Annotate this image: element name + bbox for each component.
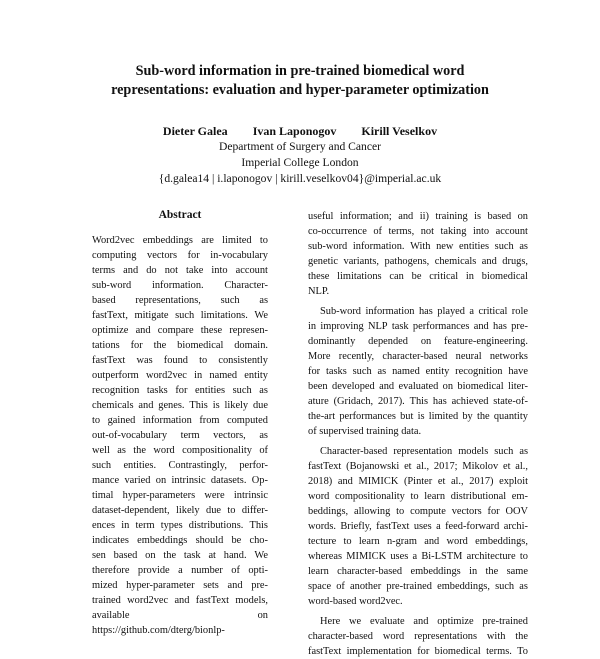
text-line: based representations, such as [92, 295, 268, 306]
text-line: More recently, character-based neural networks [308, 351, 528, 362]
text-line: fastText was found to consistently [92, 355, 268, 366]
text-line: sub-word information. Character- [92, 280, 268, 291]
text-line: tecture to learn n-gram and word embeddings, [308, 536, 528, 547]
abstract-heading: Abstract [158, 209, 202, 221]
author-name: Ivan Laponogov [252, 124, 337, 138]
title-line: Sub-word information in pre-trained biomedical word [135, 63, 465, 79]
text-line: the-art performances but is limited by the quantity [308, 411, 528, 422]
text-line: these limitations can be critical in biomedical [308, 271, 528, 282]
text-line: to gained information from computed [92, 415, 268, 426]
text-line: character-based word representations with the [308, 631, 528, 642]
text-line: optimize and compare these represen- [92, 325, 268, 336]
text-line: space of another pre-trained embeddings, such as [308, 581, 528, 592]
introduction-column [308, 209, 528, 659]
text-line: Sub-word information has played a critical role [320, 306, 528, 317]
text-line: useful information; and ii) training is based on [308, 211, 528, 222]
text-line: words. Briefly, fastText uses a feed-forward archi- [308, 521, 528, 532]
affiliation-block [60, 139, 540, 187]
title-line: representations: evaluation and hyper-parameter optimization [111, 82, 489, 98]
text-line: indicates embeddings should be cho- [92, 535, 268, 546]
text-line: terms and do not take into account [92, 265, 268, 276]
text-line: of supervised training data. [308, 426, 422, 437]
text-line: out-of-vocabulary term vectors, as [92, 430, 268, 441]
text-line: well as the word compositionality of [92, 445, 268, 456]
text-line: available on [92, 610, 268, 621]
text-line: ature (Gridach, 2017). This has achieved state-of- [308, 396, 528, 407]
text-line: trained word2vec and fastText models, [92, 595, 268, 606]
text-line: https://github.com/dterg/bionlp- [92, 625, 225, 636]
institution: Imperial College London [241, 156, 359, 169]
text-line: NLP. [308, 286, 330, 297]
text-line: Character-based representation models such as [320, 446, 528, 457]
text-line: word-based word2vec. [308, 596, 403, 607]
text-line: fastText (Bojanowski et al., 2017; Mikolov et al., [308, 461, 528, 472]
text-line: such entities. Contrastingly, perfor- [92, 460, 268, 471]
text-line: therefore provide a number of opti- [92, 565, 268, 576]
paper-title [60, 62, 540, 100]
text-line: outperform word2vec in named entity [92, 370, 268, 381]
text-line: sen based on the task at hand. We [92, 550, 268, 561]
text-line: word compositionality to learn distributional em- [308, 491, 528, 502]
text-line: computing vectors for in-vocabulary [92, 250, 268, 261]
text-line: Here we evaluate and optimize pre-trained [320, 616, 528, 627]
text-line: sub-word information. With new entities such as [308, 241, 528, 252]
text-line: timal hyper-parameters were intrinsic [92, 490, 268, 501]
text-line: recognition tasks for entities such as [92, 385, 268, 396]
author-name: Dieter Galea [162, 124, 228, 138]
text-line: learn character-based embeddings in the same [308, 566, 528, 577]
department: Department of Surgery and Cancer [218, 140, 382, 153]
text-line: dataset-dependent, likely due to differ- [92, 505, 268, 516]
text-line: ences in term types distributions. This [92, 520, 268, 531]
text-line: tations for the biomedical domain. [92, 340, 268, 351]
text-line: been developed and evaluated on biomedical liter- [308, 381, 528, 392]
text-line: whereas MIMICK uses a Bi-LSTM architecture to [308, 551, 528, 562]
text-line: mized hyper-parameter sets and pre- [92, 580, 268, 591]
author-name: Kirill Veselkov [361, 124, 438, 138]
author-list [60, 123, 540, 139]
author-emails: {d.galea14 | i.laponogov | kirill.veselkov04}@imperial.ac.uk [158, 172, 442, 185]
text-line: beddings, allowing to compute vectors for OOV [308, 506, 528, 517]
text-line: co-occurrence of terms, not taking into account [308, 226, 528, 237]
text-line: genetic variants, pathogens, chemicals and drugs, [308, 256, 528, 267]
text-line: Word2vec embeddings are limited to [92, 235, 268, 246]
text-line: fastText, mitigate such limitations. We [92, 310, 268, 321]
text-line: in improving NLP task performances and has pre- [308, 321, 528, 332]
text-line: dominantly depended on feature-engineering. [308, 336, 528, 347]
text-line: mance varied on intrinsic datasets. Op- [92, 475, 268, 486]
text-line: 2018) and MIMICK (Pinter et al., 2017) exploit [308, 476, 528, 487]
abstract-body [92, 233, 268, 638]
text-line: chemicals and genes. This is likely due [92, 400, 268, 411]
text-line: fastText implementation for biomedical terms. To [308, 646, 528, 657]
text-line: for tasks such as named entity recognition have [308, 366, 528, 377]
